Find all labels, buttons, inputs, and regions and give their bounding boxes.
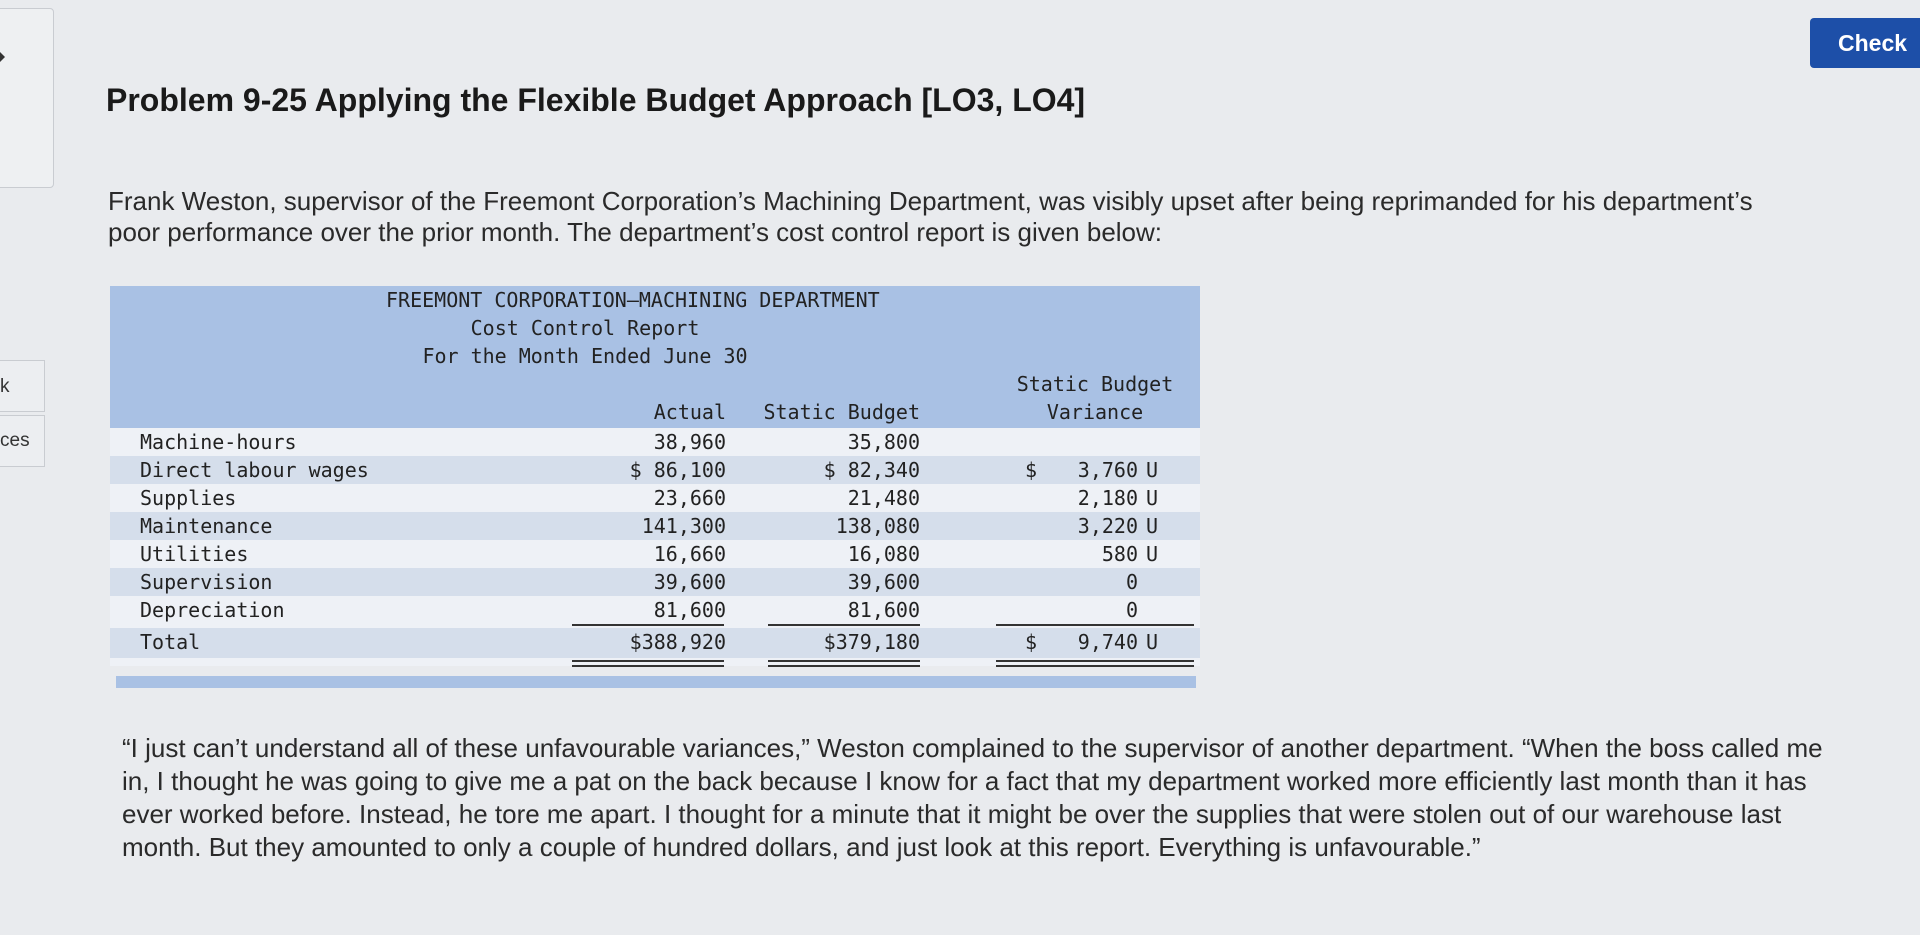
table-row <box>110 568 1200 596</box>
variance-value: 3,220 <box>1077 514 1138 538</box>
row-label: Depreciation <box>140 598 285 622</box>
actual-value: 16,660 <box>653 542 726 566</box>
actual-value: 81,600 <box>653 598 726 622</box>
static-budget-value: 35,800 <box>847 430 920 454</box>
left-nav-card[interactable] <box>0 8 54 188</box>
variance-value: 0 <box>1125 570 1138 594</box>
report-period: For the Month Ended June 30 <box>422 344 748 368</box>
sidebar-item-label: ces <box>0 430 30 451</box>
static-budget-value: 39,600 <box>847 570 920 594</box>
column-header-variance-sub: Variance <box>1046 400 1144 424</box>
variance-flag: U <box>1146 486 1159 510</box>
report-name: Cost Control Report <box>470 316 700 340</box>
problem-intro: Frank Weston, supervisor of the Freemont Corporation’s Machining Department, was visibly upset after being reprimanded for his department’s poor performance over the prior month. The department’s cost control report is given below: <box>108 186 1753 247</box>
sidebar-item-label: k <box>0 376 10 397</box>
row-label: Machine-hours <box>140 430 297 454</box>
caret-right-icon[interactable] <box>0 52 5 62</box>
static-budget-value: $ 82,340 <box>823 458 920 482</box>
report-company: FREEMONT CORPORATION—MACHINING DEPARTMENT <box>386 288 880 312</box>
table-row <box>110 456 1200 484</box>
column-header-static-budget: Static Budget <box>763 400 920 424</box>
row-label: Total <box>140 630 201 654</box>
table-row <box>110 428 1200 456</box>
problem-quote: “I just can’t understand all of these unfavourable variances,” Weston complained to the supervisor of another department. “When the boss called me in, I thought he was going to give me a pat on the back because I know for a fact that my department worked more efficiently last month than it has ever worked before. Instead, he tore me apart. I thought for a minute that it might be over the supplies that were stolen out of our warehouse last month. But they amounted to only a couple of hundred dollars, and just look at this report. Everything is unfavourable.” <box>122 733 1823 862</box>
actual-value: 38,960 <box>653 430 726 454</box>
row-label: Direct labour wages <box>140 458 369 482</box>
variance-dollar-sign: $ <box>1025 630 1038 654</box>
table-row <box>110 484 1200 512</box>
static-budget-value: 16,080 <box>847 542 920 566</box>
total-double-rule <box>572 660 724 667</box>
table-row <box>110 512 1200 540</box>
row-label: Maintenance <box>140 514 273 538</box>
variance-total: 9,740 <box>1077 630 1138 654</box>
row-label: Utilities <box>140 542 249 566</box>
subtotal-rule <box>768 624 920 626</box>
static-budget-value: 138,080 <box>835 514 920 538</box>
static-budget-value: 21,480 <box>847 486 920 510</box>
subtotal-rule <box>996 624 1194 626</box>
check-button[interactable]: Check <box>1810 18 1920 68</box>
variance-flag: U <box>1146 630 1159 654</box>
variance-value: 0 <box>1125 598 1138 622</box>
total-double-rule <box>996 660 1194 667</box>
actual-value: 39,600 <box>653 570 726 594</box>
variance-value: 3,760 <box>1077 458 1138 482</box>
row-label: Supervision <box>140 570 273 594</box>
page-title: Problem 9-25 Applying the Flexible Budget Approach [LO3, LO4] <box>106 82 1086 118</box>
variance-flag: U <box>1146 458 1159 482</box>
subtotal-rule <box>572 624 724 626</box>
actual-value: 141,300 <box>641 514 726 538</box>
variance-dollar-sign: $ <box>1025 458 1038 482</box>
column-header-variance: Static Budget <box>1016 372 1174 396</box>
variance-flag: U <box>1146 514 1159 538</box>
actual-value: $ 86,100 <box>629 458 726 482</box>
variance-flag: U <box>1146 542 1159 566</box>
column-header-actual: Actual <box>653 400 726 424</box>
row-label: Supplies <box>140 486 237 510</box>
variance-value: 2,180 <box>1077 486 1138 510</box>
total-double-rule <box>768 660 920 667</box>
variance-value: 580 <box>1101 542 1138 566</box>
table-row <box>110 596 1200 624</box>
static-budget-value: 81,600 <box>847 598 920 622</box>
actual-value: 23,660 <box>653 486 726 510</box>
table-row <box>110 540 1200 568</box>
report-footer-bar <box>116 676 1196 688</box>
cost-control-report <box>110 286 1200 666</box>
static-budget-total: $379,180 <box>823 630 920 654</box>
total-row <box>110 628 1200 658</box>
actual-total: $388,920 <box>629 630 726 654</box>
